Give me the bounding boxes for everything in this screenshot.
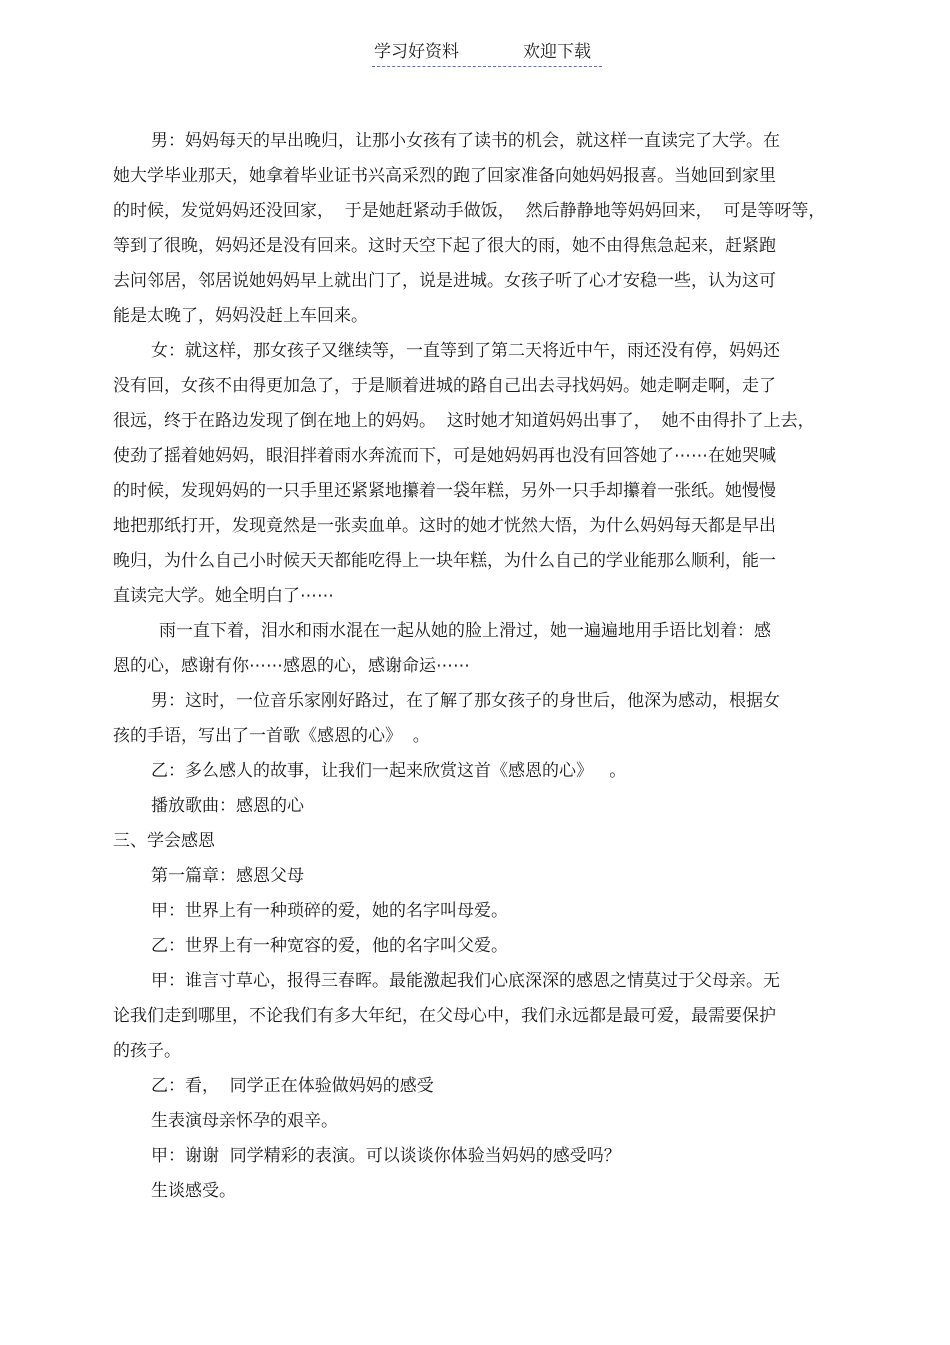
text-line: 直读完大学。她全明白了⋯⋯: [113, 586, 334, 606]
text-line: 的时候，发现妈妈的一只手里还紧紧地攥着一袋年糕，另外一只手却攥着一张纸。她慢慢: [113, 481, 776, 501]
text-line: 生谈感受。: [151, 1181, 236, 1201]
header-right-text: 欢迎下载: [523, 42, 591, 62]
text-line: 等到了很晚，妈妈还是没有回来。这时天空下起了很大的雨，她不由得焦急起来，赶紧跑: [113, 236, 776, 256]
text-line: 男：妈妈每天的早出晚归，让那小女孩有了读书的机会，就这样一直读完了大学。在: [151, 131, 780, 151]
text-line: 女：就这样，那女孩子又继续等，一直等到了第二天将近中午，雨还没有停，妈妈还: [151, 341, 780, 361]
text-line: 地把那纸打开，发现竟然是一张卖血单。这时的她才恍然大悟，为什么妈妈每天都是早出: [113, 516, 776, 536]
text-line: 乙：多么感人的故事，让我们一起来欣赏这首《感恩的心》 。: [151, 761, 627, 781]
text-line: 甲：谢谢 同学精彩的表演。可以谈谈你体验当妈妈的感受吗？: [151, 1146, 621, 1166]
text-line: 论我们走到哪里，不论我们有多大年纪，在父母心中，我们永远都是最可爱，最需要保护: [113, 1006, 776, 1026]
text-line: 乙：世界上有一种宽容的爱，他的名字叫父爱。: [151, 936, 508, 956]
text-line: 使劲了摇着她妈妈，眼泪拌着雨水奔流而下，可是她妈妈再也没有回答她了⋯⋯在她哭喊: [113, 446, 776, 466]
text-line: 播放歌曲：感恩的心: [151, 796, 304, 816]
text-line: 她大学毕业那天，她拿着毕业证书兴高采烈的跑了回家准备向她妈妈报喜。当她回到家里: [113, 166, 776, 186]
text-line: 男：这时，一位音乐家刚好路过，在了解了那女孩子的身世后，他深为感动，根据女: [151, 691, 780, 711]
page-header: [372, 40, 602, 67]
text-line: 甲：世界上有一种琐碎的爱，她的名字叫母爱。: [151, 901, 508, 921]
text-line: 雨一直下着，泪水和雨水混在一起从她的脸上滑过，她一遍遍地用手语比划着：感: [159, 621, 771, 641]
header-left-text: 学习好资料: [374, 42, 459, 62]
section-heading: 三、学会感恩: [113, 831, 215, 851]
text-line: 生表演母亲怀孕的艰辛。: [151, 1111, 338, 1131]
text-line: 的时候，发觉妈妈还没回家， 于是她赶紧动手做饭， 然后静静地等妈妈回来， 可是等呀等，: [113, 201, 826, 221]
text-line: 的孩子。: [113, 1041, 181, 1061]
text-line: 没有回，女孩不由得更加急了，于是顺着进城的路自己出去寻找妈妈。她走啊走啊，走了: [113, 376, 776, 396]
subsection-heading: 第一篇章：感恩父母: [151, 866, 304, 886]
text-line: 孩的手语，写出了一首歌《感恩的心》 。: [113, 726, 430, 746]
text-line: 乙：看， 同学正在体验做妈妈的感受: [151, 1076, 434, 1096]
text-line: 甲：谁言寸草心，报得三春晖。最能激起我们心底深深的感恩之情莫过于父母亲。无: [151, 971, 780, 991]
text-line: 很远，终于在路边发现了倒在地上的妈妈。 这时她才知道妈妈出事了， 她不由得扑了上去，: [113, 411, 815, 431]
text-line: 恩的心，感谢有你⋯⋯感恩的心，感谢命运⋯⋯: [113, 656, 470, 676]
text-line: 能是太晚了，妈妈没赶上车回来。: [113, 306, 368, 326]
text-line: 去问邻居，邻居说她妈妈早上就出门了，说是进城。女孩子听了心才安稳一些，认为这可: [113, 271, 776, 291]
document-body: [113, 124, 858, 1209]
text-line: 晚归，为什么自己小时候天天都能吃得上一块年糕，为什么自己的学业能那么顺利，能一: [113, 551, 776, 571]
